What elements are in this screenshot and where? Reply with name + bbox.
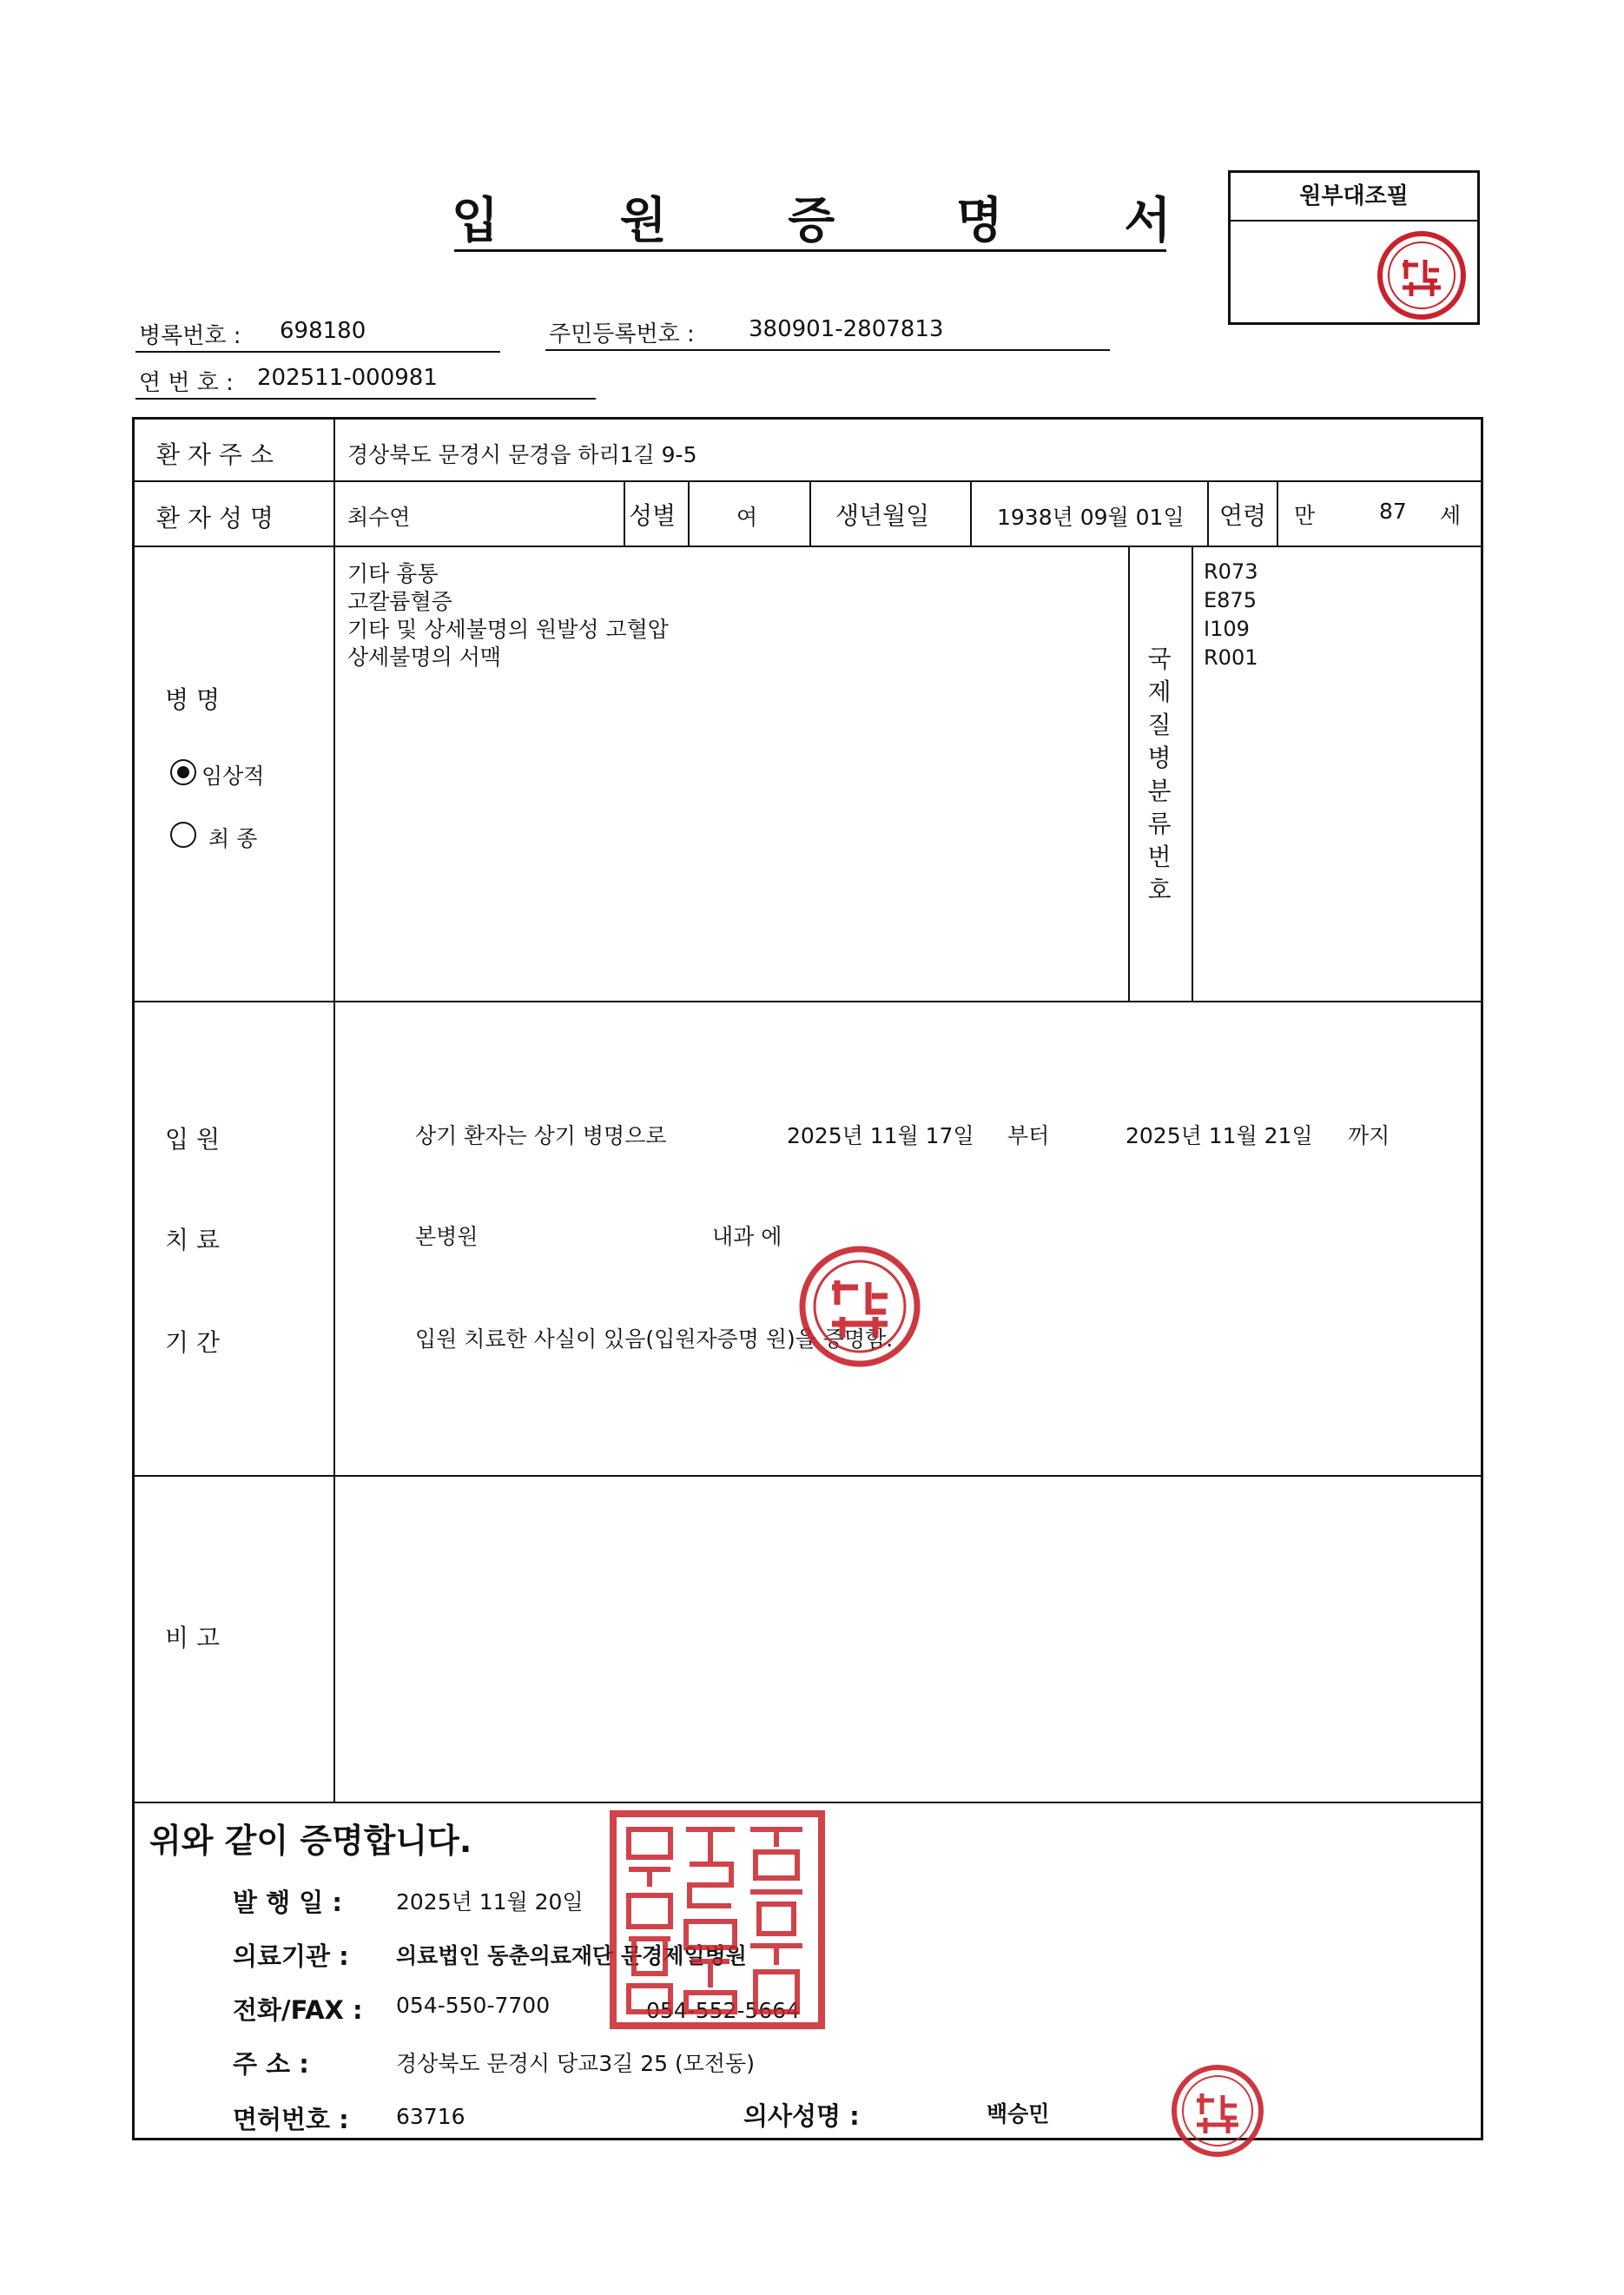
icd-label-char: 분 bbox=[1147, 777, 1172, 805]
certify-statement: 위와 같이 증명합니다. bbox=[149, 1822, 472, 1860]
chart-no-label: 병록번호 : bbox=[139, 323, 241, 349]
phone-value: 054-550-7700 bbox=[396, 1993, 551, 2018]
icd-label-char: 질 bbox=[1147, 711, 1172, 739]
dob-label: 생년월일 bbox=[835, 501, 930, 530]
address-label: 환 자 주 소 bbox=[156, 440, 274, 469]
serial-value: 202511-000981 bbox=[257, 365, 438, 391]
institution-value: 의료법인 동춘의료재단 문경제일병원 bbox=[396, 1943, 747, 1968]
doctor-seal-icon bbox=[1171, 2064, 1264, 2158]
cell-divider bbox=[1128, 546, 1130, 1001]
hospital-round-seal-icon bbox=[797, 1244, 922, 1369]
issue-date-label: 발 행 일 : bbox=[233, 1888, 342, 1917]
diagnosis-list bbox=[347, 560, 669, 671]
serial-label: 연 번 호 : bbox=[139, 370, 234, 396]
label-column-divider bbox=[333, 417, 335, 1802]
sex-label: 성별 bbox=[629, 501, 677, 530]
clinical-label: 임상적 bbox=[201, 764, 265, 789]
admission-hospital: 본병원 bbox=[415, 1224, 479, 1249]
icd-code: E875 bbox=[1204, 588, 1257, 612]
admission-line1-prefix: 상기 환자는 상기 병명으로 bbox=[415, 1123, 667, 1148]
admission-to-word: 까지 bbox=[1348, 1123, 1390, 1148]
license-label: 면허번호 : bbox=[233, 2105, 349, 2134]
rrn-value: 380901-2807813 bbox=[749, 316, 944, 342]
serial-underline bbox=[135, 398, 596, 400]
verification-stamp-box bbox=[1228, 170, 1480, 325]
age-prefix: 만 bbox=[1294, 503, 1316, 528]
diagnosis-item: 고칼륨혈증 bbox=[347, 589, 452, 614]
address-footer-label: 주 소 : bbox=[233, 2049, 309, 2079]
icd-label-char: 번 bbox=[1147, 843, 1172, 871]
icd-code: I109 bbox=[1204, 617, 1250, 641]
title-underline bbox=[454, 249, 1166, 252]
license-value: 63716 bbox=[396, 2104, 465, 2129]
admission-end-date: 2025년 11월 21일 bbox=[1126, 1123, 1313, 1148]
cell-divider bbox=[1277, 480, 1278, 546]
clinical-radio[interactable] bbox=[170, 759, 196, 785]
institution-square-seal-icon bbox=[608, 1809, 827, 2031]
diagnosis-item: 상세불명의 서맥 bbox=[347, 645, 501, 670]
admission-statement: 입원 치료한 사실이 있음(입원자증명 원)을 증명함. bbox=[415, 1326, 894, 1352]
cell-divider bbox=[1207, 480, 1209, 546]
age-value: 87 bbox=[1379, 499, 1407, 524]
chart-no-value: 698180 bbox=[280, 318, 366, 344]
dob-value: 1938년 09월 01일 bbox=[997, 505, 1185, 530]
icd-label bbox=[1146, 643, 1172, 907]
admission-from-word: 부터 bbox=[1007, 1123, 1050, 1148]
name-label: 환 자 성 명 bbox=[156, 504, 274, 532]
rrn-label: 주민등록번호 : bbox=[549, 321, 695, 347]
verification-seal-icon bbox=[1376, 230, 1467, 321]
stamp-box-label: 원부대조필 bbox=[1231, 173, 1477, 222]
icd-label-char: 국 bbox=[1147, 645, 1172, 673]
admission-start-date: 2025년 11월 17일 bbox=[787, 1123, 974, 1148]
chart-no-underline bbox=[135, 351, 500, 353]
final-label: 최 종 bbox=[208, 826, 258, 851]
age-unit: 세 bbox=[1440, 503, 1462, 528]
diagnosis-label: 병 명 bbox=[165, 685, 220, 714]
final-radio[interactable] bbox=[170, 822, 196, 848]
doctor-label: 의사성명 : bbox=[743, 2101, 860, 2131]
diagnosis-item: 기타 흉통 bbox=[347, 561, 439, 586]
institution-label: 의료기관 : bbox=[233, 1941, 349, 1971]
doctor-value: 백승민 bbox=[987, 2101, 1050, 2126]
icd-code: R073 bbox=[1204, 559, 1258, 584]
rrn-underline bbox=[545, 349, 1110, 351]
row-divider bbox=[132, 1802, 1483, 1803]
icd-code: R001 bbox=[1204, 645, 1258, 670]
icd-label-char: 제 bbox=[1147, 678, 1172, 706]
name-value: 최수연 bbox=[347, 505, 411, 530]
icd-label-char: 병 bbox=[1147, 744, 1172, 772]
sex-value: 여 bbox=[736, 505, 758, 530]
issue-date-value: 2025년 11월 20일 bbox=[396, 1889, 584, 1915]
document-title: 입 원 증 명 서 bbox=[452, 193, 1224, 249]
remarks-label: 비 고 bbox=[165, 1624, 220, 1652]
cell-divider bbox=[809, 480, 811, 546]
diagnosis-item: 기타 및 상세불명의 원발성 고혈압 bbox=[347, 617, 669, 642]
phone-label: 전화/FAX : bbox=[233, 1995, 363, 2025]
admission-department: 내과 에 bbox=[712, 1224, 782, 1249]
cell-divider bbox=[624, 480, 625, 546]
cell-divider bbox=[688, 480, 690, 546]
icd-label-char: 류 bbox=[1147, 810, 1172, 838]
admission-label-1: 입 원 bbox=[165, 1125, 220, 1154]
address-value: 경상북도 문경시 문경읍 하리1길 9-5 bbox=[347, 442, 697, 467]
icd-code-list bbox=[1204, 558, 1258, 672]
cell-divider bbox=[970, 480, 972, 546]
icd-label-char: 호 bbox=[1147, 876, 1172, 904]
fax-value: 054-552-5664 bbox=[646, 1998, 801, 2023]
cell-divider bbox=[1192, 546, 1193, 1001]
address-footer-value: 경상북도 문경시 당교3길 25 (모전동) bbox=[396, 2051, 755, 2076]
admission-label-3: 기 간 bbox=[165, 1328, 220, 1357]
age-label: 연령 bbox=[1219, 501, 1267, 530]
admission-label-2: 치 료 bbox=[165, 1226, 220, 1254]
